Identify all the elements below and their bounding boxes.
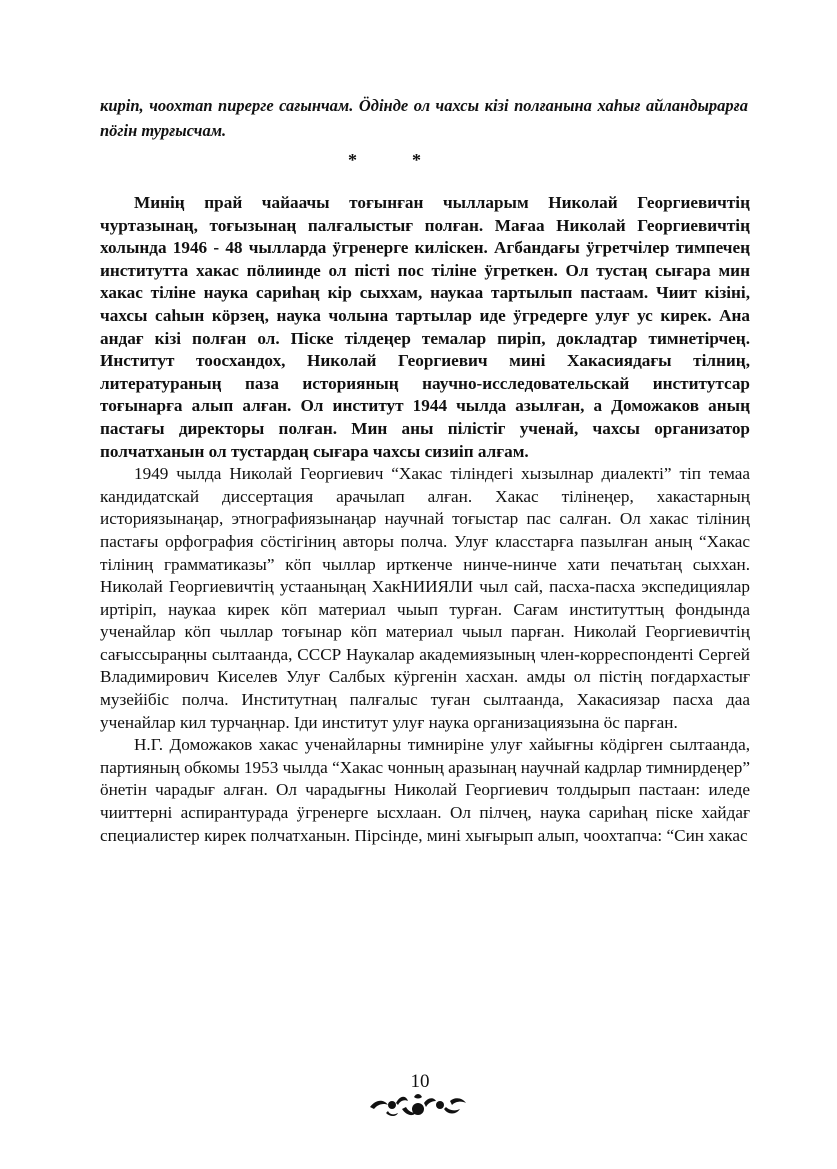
paragraph: Минiң прай чайаачы тоғынған чылларым Николай Георгиевичтiң чуртазынаң, тоғызынаң палғалыстығ полған. Мағаа Николай Георгиевичтiң холында 1946 - 48 чылларда ÿгренерге килiскен. Агбандағы ÿгретчiлер тимпечең институтта хакас пöлиинде ол пiстi пос тiлiне ÿгреткен. Ол тустаң сығара мин хакас тiлiне наука сариһаң кiр сыххам, наукаа тартылып пастаам. Чиит кiзiнi, чахсы саһын кöрзең, наука чолына тартылар иде ÿгредерге улуғ ус кирек. Ана андағ кiзi полған ол. Пiске тiлдеңер темалар пирiп, докладтар тимнетiрчең. Институт тоосхандох, Николай Георгиевич минi Хакасиядағы тiлниң, литератураның паза историяның научно-исследовательскай институтсар тоғынарға алып алған. Ол институт 1944 чылда азылған, а Доможаков аның пастағы директоры полған. Мин аны пiлiстiг ученай, чахсы организатор полчатханын ол тустардаң сығара чахсы сизиiп алғам.: [100, 193, 750, 461]
paragraph: Н.Г. Доможаков хакас ученайларны тимнирiне улуғ хайығны кöдiрген сылтаанда, партияның обкомы 1953 чылда “Хакас чонның аразынаң научнай кадрлар тимнирдеңер” öнетiн чарадығ алған. Ол чарадығны Николай Георгиевич толдырып пастаан: иледе чииттернi аспирантурада ÿгренерге ысхлаан. Ол пiлчең, наука сариһаң пiске хайдағ специалистер кирек полчатханын. Пiрсiнде, минi хығырып алып, чоохтапча: “Син хакас: [100, 735, 750, 845]
separator-star: *: [348, 150, 357, 170]
floral-ornament-icon: [366, 1089, 470, 1123]
body-text: [100, 192, 750, 847]
separator-star: *: [412, 150, 421, 170]
paragraph: 1949 чылда Николай Георгиевич “Хакас тiлiндегi хызылнар диалектi” тiп темаа кандидатскай диссертация арачылап алған. Хакас тiлiнеңер, хакастарның историязынаңар, этнографиязынаңар научнай тоғыстар пас салған. Ол хакас тiлiниң пастағы орфография сöстiгiниң авторы полча. Улуғ класстарға пазылған аның “Хакас тiлiниң грамматиказы” кöп чыллар ирткенче нинче-нинче хати печатьтаң сыххан. Николай Георгиевичтiң устааныңаң ХакНИИЯЛИ чыл сай, пасха-пасха экспедициялар иртiрiп, наукаа кирек кöп материал чыып турған. Сағам институттың фондында ученайлар кöп чыллар тоғынар кöп материал чыыл парған. Николай Георгиевичтiң сағыссыраңны сылтаанда, СССР Наукалар академиязының член-корреспондентi Сергей Владимирович Киселев Улуғ Салбых кÿргенiн хасхан. амды ол пiстiң поғдархастығ музейiбiс полча. Институтнаң палғалыс туған сылтаанда, Хакасиязар пасха даа ученайлар кил турчаңнар. Iди институт улуғ наука организациязына öс парған.: [100, 464, 750, 732]
intro-text: кирiп, чоохтап пирерге сағынчам. Öдiнде ол чахсы кiзi полғанына хаһығ айландырарға пöгiн турғысчам.: [100, 96, 748, 140]
page-number: 10: [410, 1071, 430, 1092]
